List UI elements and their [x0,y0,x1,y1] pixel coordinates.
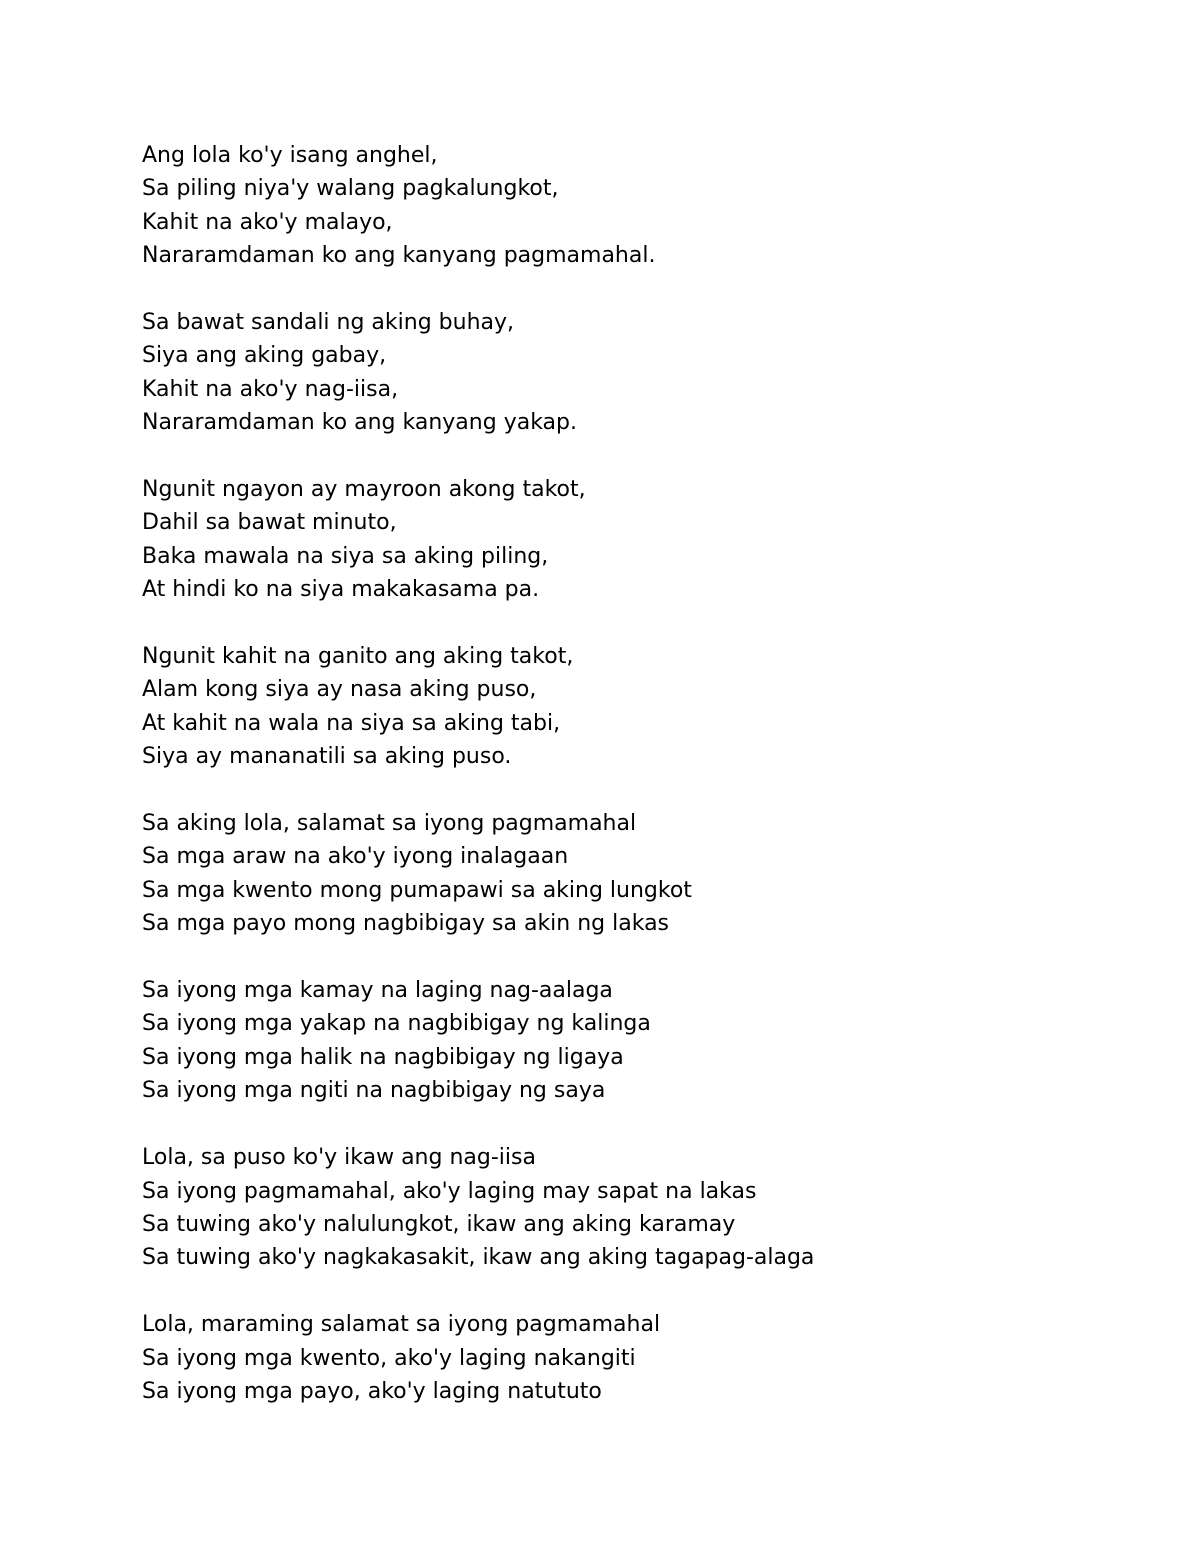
stanza [142,139,1142,273]
poem-line: Kahit na ako'y nag-iisa, [142,376,399,402]
poem-line: Lola, sa puso ko'y ikaw ang nag-iisa [142,1145,536,1171]
stanza [142,306,1142,440]
poem-line: Sa iyong mga kamay na laging nag-aalaga [142,978,613,1004]
poem-line: Ang lola ko'y isang anghel, [142,143,438,168]
poem-line: Sa iyong mga halik na nagbibigay ng ligaya [142,1044,624,1070]
poem-line: Sa piling niya'y walang pagkalungkot, [142,176,559,202]
poem-line: Baka mawala na siya sa aking piling, [142,543,549,569]
stanza [142,1308,1142,1408]
poem-line: Sa aking lola, salamat sa iyong pagmamahal [142,811,637,837]
poem-line: Sa bawat sandali ng aking buhay, [142,310,515,336]
poem-line: Ngunit kahit na ganito ang aking takot, [142,644,574,670]
poem-line: Sa tuwing ako'y nagkakasakit, ikaw ang aking tagapag-alaga [142,1245,815,1271]
stanza [142,807,1142,941]
poem-line: Sa mga payo mong nagbibigay sa akin ng lakas [142,911,670,937]
poem-line: Kahit na ako'y malayo, [142,209,393,235]
stanza [142,640,1142,774]
stanza [142,1141,1142,1275]
poem-line: Lola, maraming salamat sa iyong pagmamahal [142,1312,661,1338]
poem-line: At kahit na wala na siya sa aking tabi, [142,710,561,736]
poem-line: Ngunit ngayon ay mayroon akong takot, [142,477,586,503]
poem-line: Sa iyong mga payo, ako'y laging natututo [142,1378,602,1404]
poem-line: Sa tuwing ako'y nalulungkot, ikaw ang aking karamay [142,1211,736,1237]
poem-line: Siya ay mananatili sa aking puso. [142,744,512,770]
poem-line: Sa iyong mga ngiti na nagbibigay ng saya [142,1078,606,1104]
poem-line: Dahil sa bawat minuto, [142,510,397,536]
poem-line: Nararamdaman ko ang kanyang pagmamahal. [142,243,656,269]
poem-line: Sa iyong pagmamahal, ako'y laging may sapat na lakas [142,1178,757,1204]
poem-line: Siya ang aking gabay, [142,343,387,369]
poem-line: Sa mga araw na ako'y iyong inalagaan [142,844,569,870]
poem-line: Sa iyong mga yakap na nagbibigay ng kalinga [142,1011,651,1037]
poem-line: Nararamdaman ko ang kanyang yakap. [142,410,577,436]
poem-line: Alam kong siya ay nasa aking puso, [142,677,537,703]
poem-body [142,139,1142,1408]
poem-line: Sa mga kwento mong pumapawi sa aking lungkot [142,877,692,903]
poem-line: At hindi ko na siya makakasama pa. [142,577,540,603]
poem-line: Sa iyong mga kwento, ako'y laging nakangiti [142,1345,636,1371]
stanza [142,974,1142,1108]
stanza [142,473,1142,607]
